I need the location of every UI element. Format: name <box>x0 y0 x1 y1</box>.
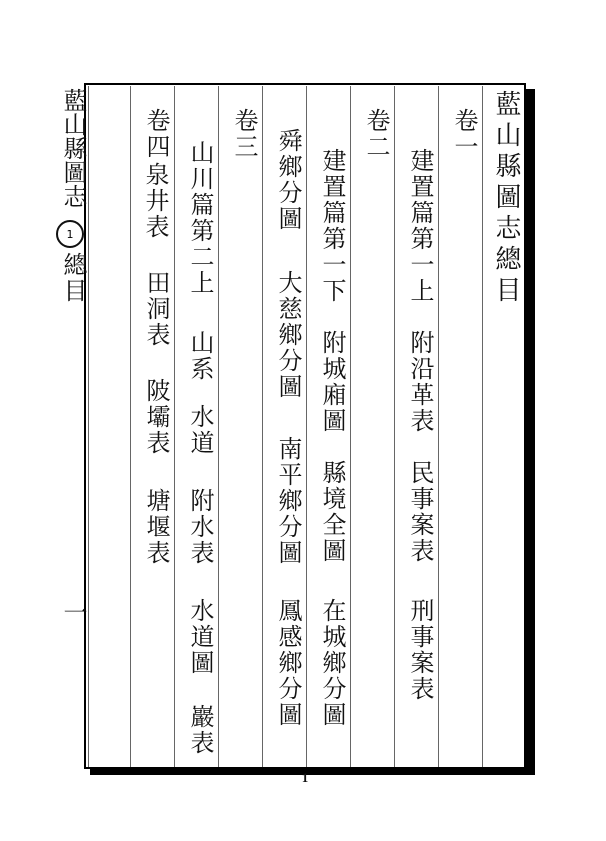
column-rule <box>482 86 483 767</box>
column-rule <box>306 86 307 767</box>
entry: 在城鄉分圖 <box>318 598 346 728</box>
entry: 巖表 <box>186 704 214 756</box>
entry: 舜鄉分圖 <box>274 128 302 232</box>
section-heading: 卷三 <box>230 108 258 160</box>
section-heading: 卷一 <box>450 108 478 160</box>
entry: 刑事案表 <box>406 598 434 702</box>
entry: 水道圖 <box>186 598 214 676</box>
entry: 田洞表 <box>142 270 170 348</box>
column-rule <box>218 86 219 767</box>
margin-section: 總目 <box>59 252 87 304</box>
entry: 附城廂圖 <box>318 330 346 434</box>
column-rule <box>350 86 351 767</box>
entry-title: 建置篇第一上 <box>406 148 434 304</box>
margin-foot: 一 <box>59 600 87 624</box>
entry-title: 山川篇第二上 <box>186 140 214 296</box>
entry: 縣境全圖 <box>318 460 346 564</box>
column-rule <box>394 86 395 767</box>
frame-shadow-right <box>526 89 535 775</box>
volume-mark: 1 <box>56 220 84 248</box>
entry: 大慈鄉分圖 <box>274 270 302 400</box>
entry: 陂壩表 <box>142 378 170 456</box>
column-rule <box>130 86 131 767</box>
column-rule <box>262 86 263 767</box>
margin-title: 藍山縣圖志 <box>59 88 87 208</box>
entry: 水道 <box>186 404 214 456</box>
column-rule <box>174 86 175 767</box>
entry: 山系 <box>186 330 214 382</box>
entry: 附水表 <box>186 488 214 566</box>
entry: 民事案表 <box>406 460 434 564</box>
entry: 鳳感鄉分圖 <box>274 598 302 728</box>
entry: 附沿革表 <box>406 330 434 434</box>
section-heading: 卷四 <box>142 108 170 160</box>
entry-title: 建置篇第一下 <box>318 148 346 304</box>
entry: 塘堰表 <box>142 488 170 566</box>
page-number: 1 <box>301 770 309 785</box>
entry: 南平鄉分圖 <box>274 436 302 566</box>
entry: 泉井表 <box>141 162 169 240</box>
section-heading: 卷二 <box>362 108 390 160</box>
page-title: 藍山縣圖志總目 <box>491 90 521 307</box>
column-rule <box>438 86 439 767</box>
